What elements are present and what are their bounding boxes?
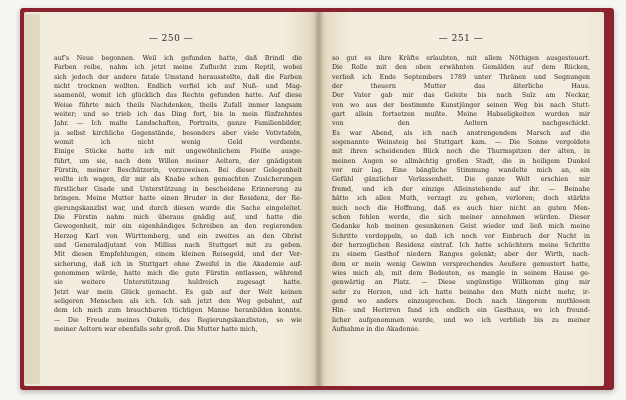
text-line: sogenannte Weinsteig bei Stuttgart kam. — Die Sonne vergoldete xyxy=(332,139,590,147)
text-line: womit ich nicht wenig Geld verdiente. xyxy=(54,139,302,147)
text-line: sie weitere Unterstützung huldreich zugesagt hatte. xyxy=(54,279,302,287)
text-line: ja selbst kirchliche Gegenstände, besonders aber viele Votivtafeln, xyxy=(54,129,302,137)
text-line: hätte ich allen Muth, verzagt zu gehen, verloren; doch stärkte xyxy=(332,195,590,203)
text-line: auf's Neue begonnen. Weil ich gefunden hatte, daß Brindl die xyxy=(54,55,302,62)
text-line: saamenöl, womit ich glücklich das Rechte gefunden hatte. Auf diese xyxy=(54,92,302,100)
text-line: Gedanke hob meinen gesunkenen Geist wieder und ließ mich meine xyxy=(332,223,590,231)
text-line: zu einem Gasthof niedern Ranges gelenkt; aber der Wirth, nach- xyxy=(332,251,590,259)
text-line: der herzoglichen Residenz eintraf. Ich hatte schüchtern meine Schritte xyxy=(332,241,590,249)
text-line: Gewogenheit, mir ein eigenhändiges Schreiben an den regierenden xyxy=(54,223,302,231)
text-line: Schritte verdoppeln, so daß ich noch vor Einbruch der Nacht in xyxy=(332,232,590,240)
text-line: Mit diesen Empfehlungen, einem kleinen Reisegeld, und der Ver- xyxy=(54,251,302,259)
text-line: nicht trocknen wollten. Endlich verfiel ich auf Nuß- und Mag- xyxy=(54,83,302,91)
text-line: gart allein fortsetzen mußte. Meine Habseligkeiten wurden mir xyxy=(332,111,590,119)
left-page xyxy=(24,12,318,386)
text-line: Es war Abend, als ich nach anstrengendem Marsch auf die xyxy=(332,129,590,137)
text-line: mit ihren scheidenden Blick noch die Thurmspitzen der alten, in xyxy=(332,148,590,156)
text-line: von den Aeltern nachgeschickt. xyxy=(332,120,590,128)
text-line: Jahr. — Ich malte Landschaften, Portraits, ganze Familienbilder, xyxy=(54,120,302,128)
text-line: meinen Augen so allmächtig großen Stadt, die in heiligem Dunkel xyxy=(332,157,590,165)
text-line: fürstlicher Gnade und Unterstützung in bescheidene Erinnerung zu xyxy=(54,185,302,193)
left-page-text xyxy=(54,54,302,334)
text-line: Die Fürstin nahm mich überaus gnädig auf, und hatte die xyxy=(54,213,302,221)
text-line: bringen. Meine Mutter hatte einen Bruder in der Residenz, der Re- xyxy=(54,195,302,203)
text-line: meiner Aeltern war ebenfalls sehr groß. Die Mutter hatte mich, xyxy=(54,325,258,333)
text-line: genwärtig an Platz. — Diese ungünstige Willkomm ging mir xyxy=(332,279,590,287)
text-line: sich jedoch der andere fatale Umstand herausstellte, daß die Farben xyxy=(54,73,302,81)
text-line: Aufnahme in die Akademie. xyxy=(332,325,420,333)
text-line: wies mich ab, mit dem Bedeuten, es mangle in seinem Hause ge- xyxy=(332,269,590,277)
right-page-number: — 251 — xyxy=(438,34,484,44)
text-line: Farben reibe, nahm ich jetzt meine Zuflucht zum Reptil, wobei xyxy=(54,64,302,72)
right-page xyxy=(318,12,604,386)
text-line: Einige Stücke hatte ich mit ungewöhnlichem Fleiße ausge- xyxy=(54,148,302,156)
text-line: vor mir lag. Eine bängliche Stimmung wandelte mich an, ein xyxy=(332,167,590,175)
text-line: — Die Freude meines Onkels, des Regierungskanzlisten, so wie xyxy=(54,316,302,324)
text-line: sehr zu Herzen, und ich hatte beinahe den Muth nicht mehr, ir- xyxy=(332,288,590,296)
text-line: mich noch die Hoffnung, daß es auch hier nicht an guten Men- xyxy=(332,204,590,212)
text-line: Weise führte mich theils Nachdenken, theils Zufall immer langsam xyxy=(54,101,302,109)
right-page-text xyxy=(332,54,590,334)
text-line: so gut es ihre Kräfte erlaubten, mit allem Nöthigen ausgesteuert. xyxy=(332,55,590,62)
text-line: Hin- und Herirren fand ich endlich ein Gasthaus, wo ich freund- xyxy=(332,307,590,315)
text-line: Der Vater gab mir das Geleite bis nach Sulz am Neckar, xyxy=(332,92,590,100)
page-edges xyxy=(24,14,40,384)
text-line: Herzog Karl von Württemberg, und ein zweites an den Obrist xyxy=(54,232,302,240)
text-line: weiter; und so trieb ich das Ding fort, bis in mein fünfzehntes xyxy=(54,111,302,119)
text-line: dem er mein wenig Gewinn versprechendes Aeußere gemustert hatte, xyxy=(332,260,590,268)
text-line: gend wo anders einzusprechen. Doch nach längerem muthlosen xyxy=(332,297,590,305)
text-line: fremd, und ich der einzige Alleinstehende auf ihr. — Beinahe xyxy=(332,185,590,193)
text-line: Die Rolle mit den oben erwähnten Gemälden auf dem Rücken, xyxy=(332,64,590,72)
text-line: genommen würde, hatte mich die gute Fürstin entlassen, während xyxy=(54,269,302,277)
text-line: gierungskanzlist war, und durch diesen wurde die Sache eingeleitet. xyxy=(54,204,302,212)
text-line: dem ich mich zum brauchbaren tüchtigen Manne heranbilden konnte. xyxy=(54,307,302,315)
text-line: schen fehlen werde, die sich meiner annehmen würden. Dieser xyxy=(332,213,590,221)
text-line: führt, um sie, nach dem Willen meiner Aeltern, der gnädigsten xyxy=(54,157,302,165)
text-line: wollte ich wagen, dir mir als Knabe schon gemachten Zusicherungen xyxy=(54,176,302,184)
book-gutter xyxy=(314,12,324,386)
text-line: sicherung, daß ich in Stuttgart ohne Zweifel in die Akademie auf- xyxy=(54,260,302,268)
text-line: licher aufgenommen wurde, und wo ich verblieb bis zu meiner xyxy=(332,316,590,324)
text-line: verließ ich Ende Septembers 1789 unter Thränen und Segnungen xyxy=(332,73,590,81)
left-page-number: — 250 — xyxy=(148,34,194,44)
text-line: Jetzt war mein Glück gemacht. Es gab auf der Welt keinen xyxy=(54,288,302,296)
text-line: der theuern Mutter das älterliche Haus. xyxy=(332,83,590,91)
text-line: und Generaladjutant von Millius nach Stuttgart mit zu geben. xyxy=(54,241,302,249)
text-line: von wo aus der bestimmte Kunstjünger seinen Weg bis nach Stutt- xyxy=(332,101,590,109)
text-line: Fürstin, meiner Beschützerin, vorzuweisen. Bei dieser Gelegenheit xyxy=(54,167,302,175)
text-line: Gefühl gänzlicher Verlassenheit. Die ganze Welt erschien mir xyxy=(332,176,590,184)
text-line: seligeren Menschen als ich. Ich sah jetzt den Weg gebahnt, auf xyxy=(54,297,302,305)
